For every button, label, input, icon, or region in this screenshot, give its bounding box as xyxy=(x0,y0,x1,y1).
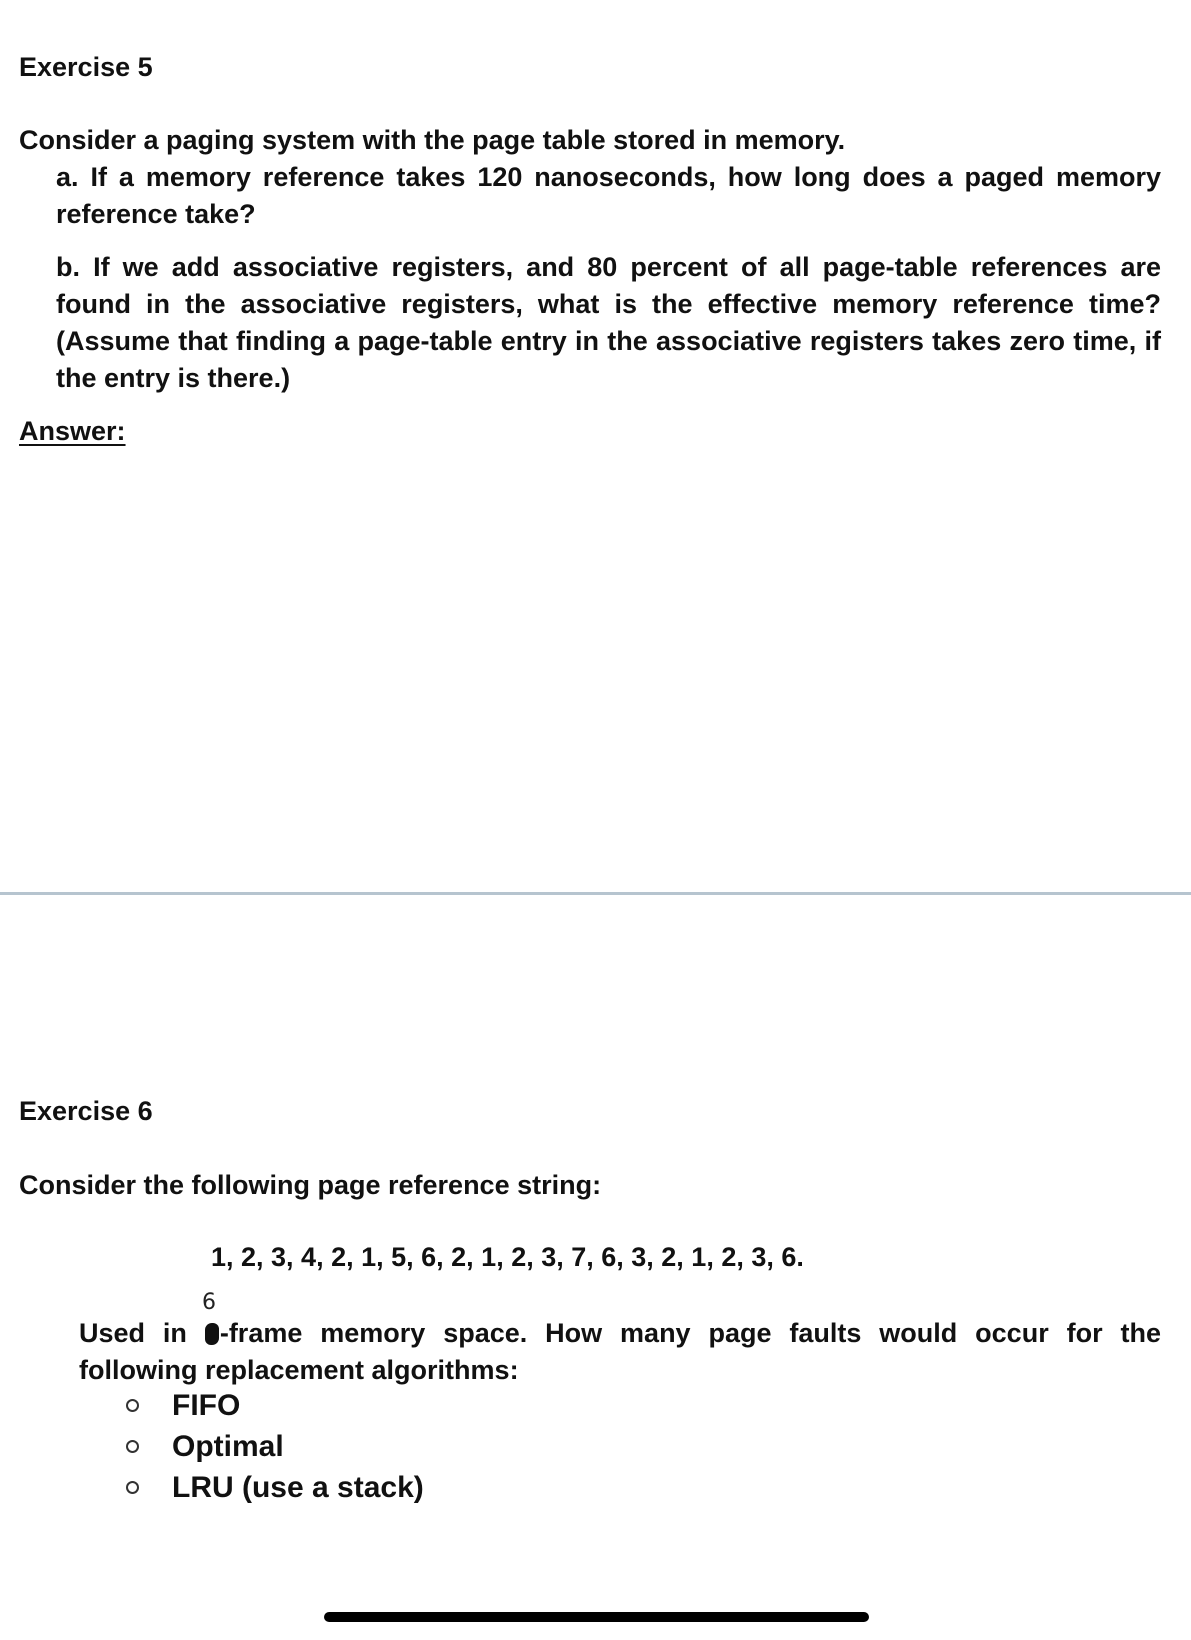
algorithm-list xyxy=(126,1385,424,1508)
exercise-5-part-b: b. If we add associative registers, and 80 percent of all page-table references are found in the associative registers, what is the effective memory reference time? (Assume that finding a page-table entry in the associative registers takes zero time, if the entry is there.) xyxy=(56,252,1161,393)
question-rest: -frame memory space. How many page faults would occur for the following replacement algorithms: xyxy=(79,1318,1161,1385)
exercise-5-part-a: a. If a memory reference takes 120 nanoseconds, how long does a paged memory reference take? xyxy=(56,162,1161,229)
exercise-6-intro: Consider the following page reference string: xyxy=(19,1170,602,1200)
handwritten-annotation: 6 xyxy=(202,1290,216,1315)
home-indicator-bar[interactable] xyxy=(324,1612,869,1622)
section-divider xyxy=(0,892,1191,895)
list-item xyxy=(126,1467,424,1508)
algorithm-optimal: Optimal xyxy=(172,1429,284,1463)
page-reference-string: 1, 2, 3, 4, 2, 1, 5, 6, 2, 1, 2, 3, 7, 6, 3, 2, 1, 2, 3, 6. xyxy=(211,1242,804,1272)
answer-label: Answer: xyxy=(19,416,126,446)
exercise-6-title: Exercise 6 xyxy=(19,1096,153,1126)
question-prefix: Used in xyxy=(79,1318,187,1348)
algorithm-fifo: FIFO xyxy=(172,1388,241,1422)
exercise-5-intro: Consider a paging system with the page table stored in memory. xyxy=(19,125,846,155)
hollow-circle-bullet-icon xyxy=(126,1399,139,1412)
ink-blot-mark xyxy=(205,1323,219,1345)
hollow-circle-bullet-icon xyxy=(126,1481,139,1494)
list-item xyxy=(126,1385,424,1426)
exercise-5-title: Exercise 5 xyxy=(19,52,153,82)
list-item xyxy=(126,1426,424,1467)
algorithm-lru: LRU (use a stack) xyxy=(172,1470,424,1504)
hollow-circle-bullet-icon xyxy=(126,1440,139,1453)
exercise-6-question xyxy=(79,1315,1161,1389)
